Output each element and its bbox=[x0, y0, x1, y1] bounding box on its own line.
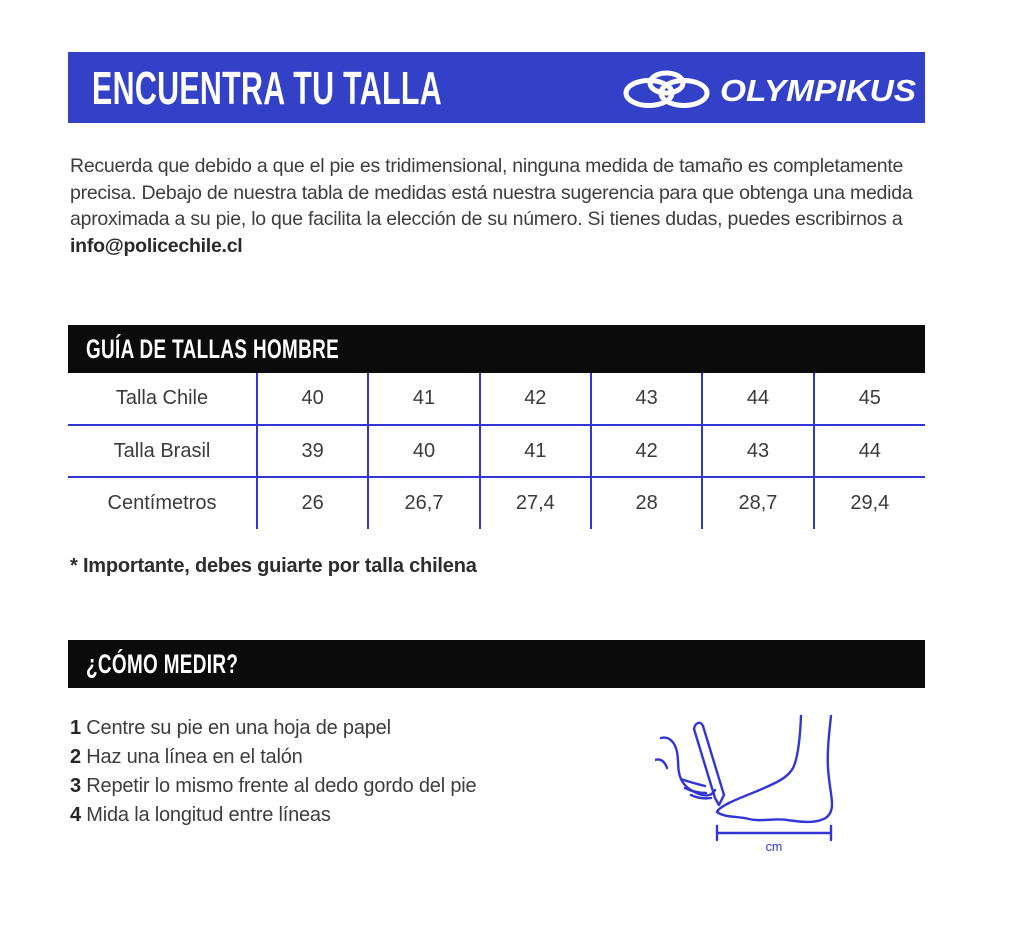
table-row-talla-brasil bbox=[68, 425, 925, 477]
olympikus-logo bbox=[622, 66, 918, 110]
size-value-cell: 40 bbox=[368, 425, 479, 477]
foot-measure-illustration bbox=[655, 700, 885, 855]
size-value-cell: 39 bbox=[257, 425, 368, 477]
size-guide-note: * Importante, debes guiarte por talla chilena bbox=[70, 555, 477, 577]
size-value-cell: 27,4 bbox=[480, 477, 591, 529]
step-item-2 bbox=[70, 743, 655, 772]
step-text: Repetir lo mismo frente al dedo gordo del pie bbox=[86, 775, 477, 797]
row-label-cell: Centímetros bbox=[68, 477, 257, 529]
how-to-measure-content bbox=[68, 714, 925, 855]
size-value-cell: 28,7 bbox=[702, 477, 813, 529]
size-value-cell: 26,7 bbox=[368, 477, 479, 529]
size-value-cell: 44 bbox=[814, 425, 925, 477]
size-value-cell: 41 bbox=[480, 425, 591, 477]
row-label-cell: Talla Chile bbox=[115, 387, 209, 409]
logo-text: OLYMPIKUS bbox=[720, 72, 917, 108]
contact-email-text: info@policechile.cl bbox=[70, 234, 243, 257]
size-guide-section-bar bbox=[68, 325, 925, 373]
table-row-centimetros bbox=[68, 477, 925, 529]
size-value-cell: 29,4 bbox=[814, 477, 925, 529]
page-header bbox=[68, 52, 925, 123]
how-to-measure-section-bar bbox=[68, 640, 925, 688]
size-value-cell: 42 bbox=[591, 425, 702, 477]
step-number: 3 bbox=[70, 775, 81, 797]
cm-label: cm bbox=[765, 840, 783, 854]
size-value-cell: 28 bbox=[591, 477, 702, 529]
olympikus-rings-icon bbox=[622, 66, 918, 110]
size-value-cell: 40 bbox=[257, 373, 368, 425]
size-value-cell: 44 bbox=[702, 373, 813, 425]
size-table bbox=[68, 373, 925, 529]
row-label-cell: Talla Brasil bbox=[68, 425, 257, 477]
size-value-cell: 43 bbox=[702, 425, 813, 477]
step-number: 4 bbox=[70, 804, 81, 826]
size-value-cell: 42 bbox=[480, 373, 591, 425]
step-text: Haz una línea en el talón bbox=[86, 746, 303, 768]
size-value-cell: 43 bbox=[591, 373, 702, 425]
size-guide-section-title: GUÍA DE TALLAS HOMBRE bbox=[86, 333, 340, 364]
step-item-3 bbox=[70, 772, 655, 801]
size-value-cell: 26 bbox=[257, 477, 368, 529]
page-title: ENCUENTRA TU TALLA bbox=[92, 61, 442, 114]
intro-paragraph bbox=[70, 153, 926, 259]
how-to-measure-section-title: ¿CÓMO MEDIR? bbox=[86, 648, 239, 679]
size-guide-page bbox=[0, 52, 1024, 949]
step-number: 1 bbox=[70, 717, 81, 739]
step-number: 2 bbox=[70, 746, 81, 768]
measure-steps-list bbox=[68, 714, 655, 830]
foot-measure-icon bbox=[655, 700, 885, 855]
step-item-1 bbox=[70, 714, 655, 743]
intro-text: Recuerda que debido a que el pie es tridimensional, ninguna medida de tamaño es completamente precisa. Debajo de nuestra tabla de medidas está nuestra sugerencia para que obtenga una medida aproximada a su pie, lo que facilita la elección de su número. Si tienes dudas, puedes escribirnos a bbox=[70, 155, 913, 230]
size-value-cell: 45 bbox=[814, 373, 925, 425]
step-text: Centre su pie en una hoja de papel bbox=[86, 717, 391, 739]
page-content bbox=[68, 52, 925, 855]
step-item-4 bbox=[70, 801, 655, 830]
table-row-talla-chile bbox=[68, 373, 925, 425]
step-text: Mida la longitud entre líneas bbox=[86, 804, 331, 826]
size-value-cell: 41 bbox=[368, 373, 479, 425]
